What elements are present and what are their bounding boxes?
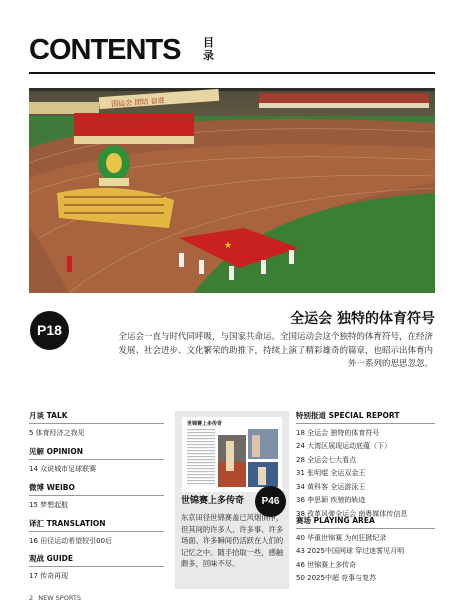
stadium-banner-text: 国运会 团结 奋进 [110, 96, 165, 109]
card-title[interactable]: 世锦赛上多传奇 [181, 496, 245, 506]
page-footer [29, 594, 81, 602]
section-opinion [29, 446, 164, 474]
toc-item[interactable]: 16 田径运动希望较引00后 [29, 537, 113, 545]
toc-item[interactable]: 18 全运会 独特的体育符号 [296, 428, 380, 437]
toc-item[interactable]: 34 黄科客 全运游泳王 [296, 482, 366, 491]
svg-text:★: ★ [224, 241, 233, 251]
toc-item[interactable]: 43 2025中国网球 穿过迷雾见月明 [296, 547, 405, 555]
feature-title[interactable]: 全运会 独特的体育符号 [290, 311, 435, 327]
toc-item[interactable]: 24 大湾区展现运动底蕴（下） [296, 442, 392, 450]
section-heading: 月谈 TALK [29, 410, 164, 424]
toc-item[interactable]: 17 传奇再现 [29, 572, 69, 580]
section-heading: 微博 WEIBO [29, 482, 164, 496]
contents-heading: CONTENTS [29, 34, 181, 66]
section-playing-area [296, 515, 435, 583]
toc-item[interactable]: 36 李思颖 疾驰的轨迹 [296, 496, 366, 504]
toc-item[interactable]: 31 张明焜 全运双金王 [296, 469, 366, 477]
toc-item[interactable]: 40 华重世锦赛 为何狂掀纪录 [296, 533, 387, 542]
toc-item[interactable]: 50 2025中超 竞事与复苏 [296, 574, 377, 582]
stadium-illustration [29, 88, 435, 293]
section-heading: 见解 OPINION [29, 446, 164, 460]
section-special-report [296, 410, 435, 519]
toc-item[interactable]: 28 全运会七大看点 [296, 455, 357, 464]
page-badge-p18[interactable]: P18 [30, 311, 69, 350]
page-number: 2 [29, 594, 34, 602]
section-heading: 赛场 PLAYING AREA [296, 515, 435, 529]
mini-headline: 世锦赛上多传奇 [187, 421, 223, 427]
header-rule [29, 72, 435, 74]
magazine-name: NEW SPORTS [38, 594, 81, 602]
toc-item[interactable]: 14 众说城市足球联赛 [29, 465, 97, 473]
section-guide [29, 553, 164, 581]
toc-item[interactable]: 38 孜革风弹全运会 南粤媒体传信息 [296, 509, 408, 518]
section-heading: 特别报道 SPECIAL REPORT [296, 410, 435, 424]
section-weibo [29, 482, 164, 510]
contents-heading-cn: 目录 [203, 36, 214, 62]
hero-photo[interactable] [29, 88, 435, 293]
toc-item[interactable]: 46 世锦赛上多传奇 [296, 560, 357, 569]
page-badge-p46[interactable]: P46 [255, 486, 286, 517]
feature-card-p46[interactable] [175, 411, 289, 589]
feature-body: 全运会一直与时代同呼吸，与国家共命运。全国运动会这个独特的体育符号，在经济发展、社会进步、文化繁荣的助推下，持续上演了精彩雄奇的篇章，也昭示出体育内外一系列的思思忽忽。 [118, 332, 433, 369]
section-talk [29, 410, 164, 438]
toc-item[interactable]: 15 梦想起航 [29, 501, 69, 509]
section-heading: 观战 GUIDE [29, 553, 164, 567]
magazine-spread-illustration [182, 417, 282, 492]
toc-item[interactable]: 5 体育经济之我见 [29, 429, 85, 437]
magazine-page-thumbnail [182, 417, 282, 492]
section-translation [29, 518, 164, 546]
section-heading: 译汇 TRANSLATION [29, 518, 164, 532]
card-text: 东京田径世锦赛盖已风烟俱净，但其间的许多人、许多事、许多场面、许多瞬间仍活跃在人们的记忆之中。随手拾取一些，感触颇多，回味不尽。 [181, 513, 284, 568]
